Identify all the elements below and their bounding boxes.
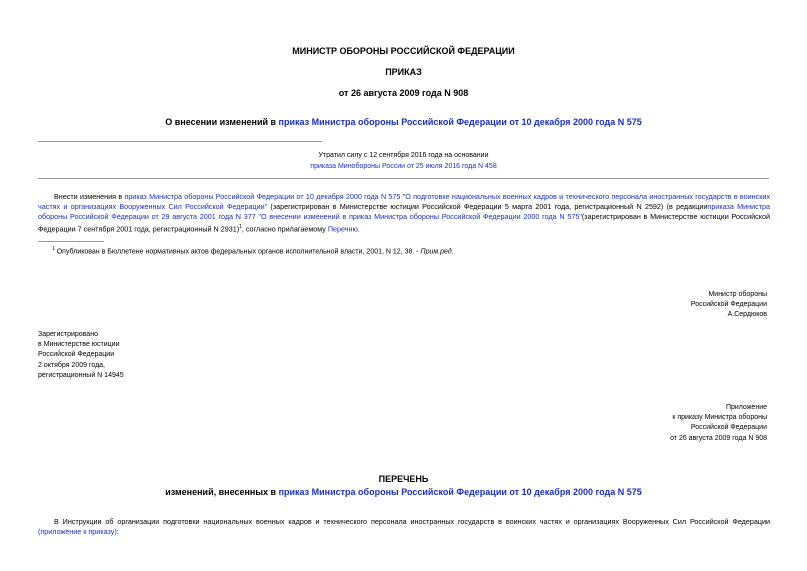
footnote-note: Прим.ред. — [420, 248, 454, 256]
appendix-link[interactable]: (приложение к приказу) — [38, 527, 117, 536]
appendix-block — [670, 403, 767, 444]
signature-line: А.Сердюков — [727, 311, 767, 319]
list-subtitle — [0, 487, 807, 497]
paragraph-text: (зарегистрирован в Министерстве юстиции Российской Федерации 5 марта 2001 года, регистрационный N 2592) (в редакции — [267, 202, 708, 211]
signature-block — [691, 290, 767, 321]
instruction-text: В Инструкции об организации подготовки национальных военных кадров и технического персонала иностранных государств в воинских частях и организациях Вооруженных Сил Российской Федерации — [54, 517, 770, 526]
registration-line: Российской Федерации — [38, 351, 115, 359]
order-title — [0, 117, 807, 127]
paragraph-text: (зарегистрирован в Министерстве юстиции Российской Федерации 7 сентября 2001 года, регистрационный N 2931) — [38, 212, 770, 234]
appendix-line: от 26 августа 2009 года N 908 — [670, 434, 767, 442]
registration-line: 2 октября 2009 года, — [38, 361, 106, 369]
list-heading: ПЕРЕЧЕНЬ — [378, 474, 429, 484]
list-subtitle-prefix: изменений, внесенных в — [165, 487, 279, 497]
paragraph-text: Внести изменения в — [54, 192, 125, 201]
footnote — [52, 246, 454, 255]
instruction-paragraph — [38, 517, 770, 537]
order-title-link[interactable]: приказ Министра обороны Российской Федерации от 10 декабря 2000 года N 575 — [278, 117, 642, 127]
order-title-prefix: О внесении изменений в — [165, 117, 279, 127]
appendix-line: Российской Федерации — [690, 424, 767, 432]
registration-line: регистрационный N 14945 — [38, 371, 124, 379]
footnote-ref: 1 — [239, 224, 242, 230]
order-377-link[interactable]: приказа Министра обороны Российской Федерации от 29 августа 2001 года N 377 "О внесении изменений в приказ Министра обороны Российской Федерации 2000 года N 575" — [38, 202, 770, 221]
paragraph-text: . — [357, 224, 360, 234]
instruction-tail: : — [116, 527, 119, 536]
appendix-line: к приказу Министра обороны — [672, 414, 767, 422]
order-paragraph — [38, 192, 770, 234]
status-line: Утратил силу с 12 сентября 2016 года на основании — [318, 152, 489, 159]
registration-block — [38, 330, 124, 381]
order-575-link[interactable]: приказ Министра обороны Российской Федерации от 10 декабря 2000 года N 575 "О подготовке национальных военных кадров и технического персонала иностранных государств в воинских частях и организациях Вооруженных Сил Российской Федерации" — [38, 192, 770, 211]
doc-type-heading: ПРИКАЗ — [385, 67, 422, 77]
signature-line: Российской Федерации — [690, 301, 767, 309]
footnote-text: Опубликован в Бюллетене нормативных актов федеральных органов исполнительной власти, 2001, N 12, 38. - — [54, 248, 421, 256]
divider — [38, 141, 322, 142]
status-link[interactable]: приказа Минобороны России от 25 июля 2016 года N 458 — [310, 163, 497, 170]
order-date-number: от 26 августа 2009 года N 908 — [338, 88, 469, 98]
signature-line: Министр обороны — [708, 291, 767, 298]
divider — [38, 178, 769, 179]
list-subtitle-link[interactable]: приказ Министра обороны Российской Федерации от 10 декабря 2000 года N 575 — [278, 487, 642, 497]
ministry-heading: МИНИСТР ОБОРОНЫ РОССИЙСКОЙ ФЕДЕРАЦИИ — [292, 46, 515, 56]
footnote-divider — [38, 241, 104, 242]
appendix-line: Приложение — [725, 404, 767, 411]
registration-line: Зарегистрировано — [38, 331, 98, 338]
registration-line: в Министерстве юстиции — [38, 341, 120, 349]
list-link[interactable]: Перечню — [327, 224, 358, 234]
paragraph-text: , согласно прилагаемому — [241, 224, 328, 234]
footnote-marker: 1 — [52, 246, 55, 252]
